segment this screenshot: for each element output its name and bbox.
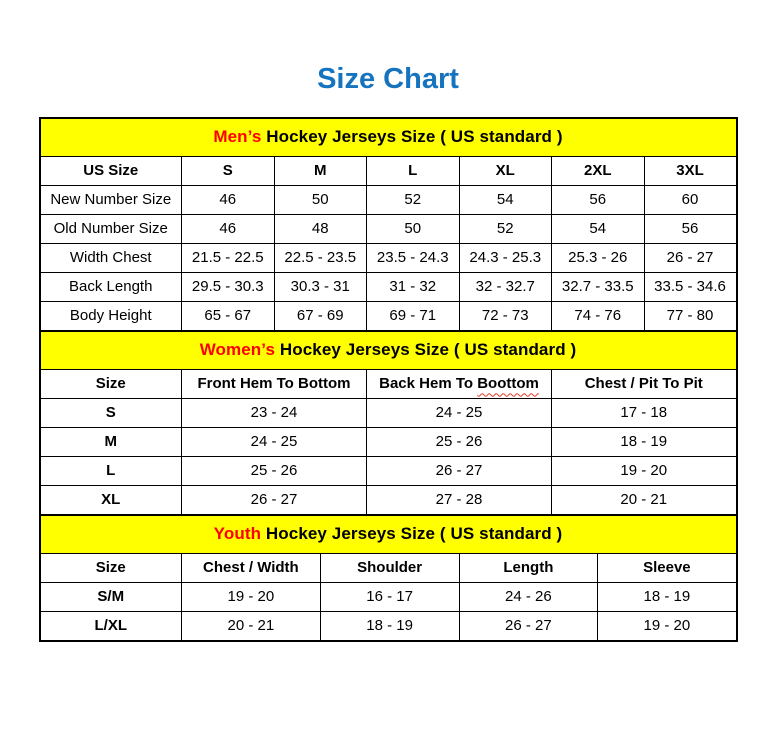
cell-value: 24 - 26 (459, 582, 598, 611)
size-chart (39, 117, 738, 642)
cell-value: 50 (274, 185, 367, 214)
cell-value: 17 - 18 (552, 398, 737, 427)
cell-value: 50 (367, 214, 460, 243)
table-row (40, 611, 737, 641)
cell-value: 46 (182, 214, 275, 243)
cell-value: 25 - 26 (182, 456, 367, 485)
row-label: Width Chest (40, 243, 182, 272)
table-row (40, 243, 737, 272)
column-header: L (367, 156, 460, 185)
column-header: Chest / Pit To Pit (552, 369, 737, 398)
cell-value: 24 - 25 (182, 427, 367, 456)
section-header-row (40, 331, 737, 370)
section-header-row (40, 118, 737, 157)
cell-value: 46 (182, 185, 275, 214)
row-label: M (40, 427, 182, 456)
section-heading-mens (40, 118, 737, 157)
cell-value: 18 - 19 (598, 582, 737, 611)
cell-value: 25.3 - 26 (552, 243, 645, 272)
column-header: M (274, 156, 367, 185)
cell-value: 54 (459, 185, 552, 214)
column-header-row (40, 553, 737, 582)
column-header-row (40, 156, 737, 185)
table-row (40, 485, 737, 515)
column-header: Shoulder (320, 553, 459, 582)
cell-value: 27 - 28 (367, 485, 552, 515)
cell-value: 24.3 - 25.3 (459, 243, 552, 272)
mens-size-table (39, 117, 738, 332)
cell-value: 18 - 19 (552, 427, 737, 456)
cell-value: 33.5 - 34.6 (644, 272, 737, 301)
cell-value: 23 - 24 (182, 398, 367, 427)
cell-value: 56 (644, 214, 737, 243)
row-label: Old Number Size (40, 214, 182, 243)
cell-value: 25 - 26 (367, 427, 552, 456)
section-heading-womens (40, 331, 737, 370)
row-label: XL (40, 485, 182, 515)
cell-value: 26 - 27 (367, 456, 552, 485)
cell-value: 30.3 - 31 (274, 272, 367, 301)
column-header: Back Hem To Boottom (367, 369, 552, 398)
table-row (40, 398, 737, 427)
column-header: Size (40, 369, 182, 398)
table-row (40, 427, 737, 456)
column-header: Chest / Width (182, 553, 321, 582)
section-heading-text: Hockey Jerseys Size ( US standard ) (279, 340, 577, 360)
cell-value: 16 - 17 (320, 582, 459, 611)
column-header: Front Hem To Bottom (182, 369, 367, 398)
section-heading-text: Hockey Jerseys Size ( US standard ) (266, 127, 563, 147)
cell-value: 56 (552, 185, 645, 214)
cell-value: 32 - 32.7 (459, 272, 552, 301)
column-header: XL (459, 156, 552, 185)
cell-value: 65 - 67 (182, 301, 275, 331)
cell-value: 18 - 19 (320, 611, 459, 641)
page-title: Size Chart (317, 63, 459, 95)
column-header: 2XL (552, 156, 645, 185)
cell-value: 23.5 - 24.3 (367, 243, 460, 272)
cell-value: 31 - 32 (367, 272, 460, 301)
cell-value: 69 - 71 (367, 301, 460, 331)
cell-value: 72 - 73 (459, 301, 552, 331)
row-label: S/M (40, 582, 182, 611)
section-header-row (40, 515, 737, 554)
column-header-row (40, 369, 737, 398)
cell-value: 77 - 80 (644, 301, 737, 331)
table-row (40, 272, 737, 301)
cell-value: 21.5 - 22.5 (182, 243, 275, 272)
section-heading-accent: Youth (213, 524, 262, 544)
cell-value: 52 (459, 214, 552, 243)
table-row (40, 214, 737, 243)
cell-value: 19 - 20 (182, 582, 321, 611)
cell-value: 60 (644, 185, 737, 214)
cell-value: 20 - 21 (182, 611, 321, 641)
cell-value: 52 (367, 185, 460, 214)
column-header: S (182, 156, 275, 185)
column-header: Size (40, 553, 182, 582)
section-heading-youth (40, 515, 737, 554)
row-label: L (40, 456, 182, 485)
row-label: Back Length (40, 272, 182, 301)
cell-value: 22.5 - 23.5 (274, 243, 367, 272)
row-label: S (40, 398, 182, 427)
cell-value: 26 - 27 (459, 611, 598, 641)
cell-value: 20 - 21 (552, 485, 737, 515)
table-row (40, 185, 737, 214)
section-heading-accent: Women’s (199, 340, 276, 360)
cell-value: 19 - 20 (598, 611, 737, 641)
section-heading-accent: Men’s (213, 127, 262, 147)
youth-table-body (40, 582, 737, 641)
column-header: Length (459, 553, 598, 582)
mens-table-body (40, 185, 737, 331)
cell-value: 67 - 69 (274, 301, 367, 331)
table-row (40, 301, 737, 331)
cell-value: 48 (274, 214, 367, 243)
cell-value: 26 - 27 (644, 243, 737, 272)
cell-value: 19 - 20 (552, 456, 737, 485)
row-label: Body Height (40, 301, 182, 331)
column-header: 3XL (644, 156, 737, 185)
table-row (40, 582, 737, 611)
cell-value: 29.5 - 30.3 (182, 272, 275, 301)
womens-table-body (40, 398, 737, 515)
table-row (40, 456, 737, 485)
section-heading-text: Hockey Jerseys Size ( US standard ) (265, 524, 563, 544)
cell-value: 24 - 25 (367, 398, 552, 427)
youth-size-table (39, 514, 738, 642)
misspelled-word: Boottom (477, 375, 539, 393)
cell-value: 54 (552, 214, 645, 243)
column-header: US Size (40, 156, 182, 185)
row-label: New Number Size (40, 185, 182, 214)
cell-value: 32.7 - 33.5 (552, 272, 645, 301)
column-header: Sleeve (598, 553, 737, 582)
cell-value: 74 - 76 (552, 301, 645, 331)
row-label: L/XL (40, 611, 182, 641)
womens-size-table (39, 330, 738, 516)
cell-value: 26 - 27 (182, 485, 367, 515)
